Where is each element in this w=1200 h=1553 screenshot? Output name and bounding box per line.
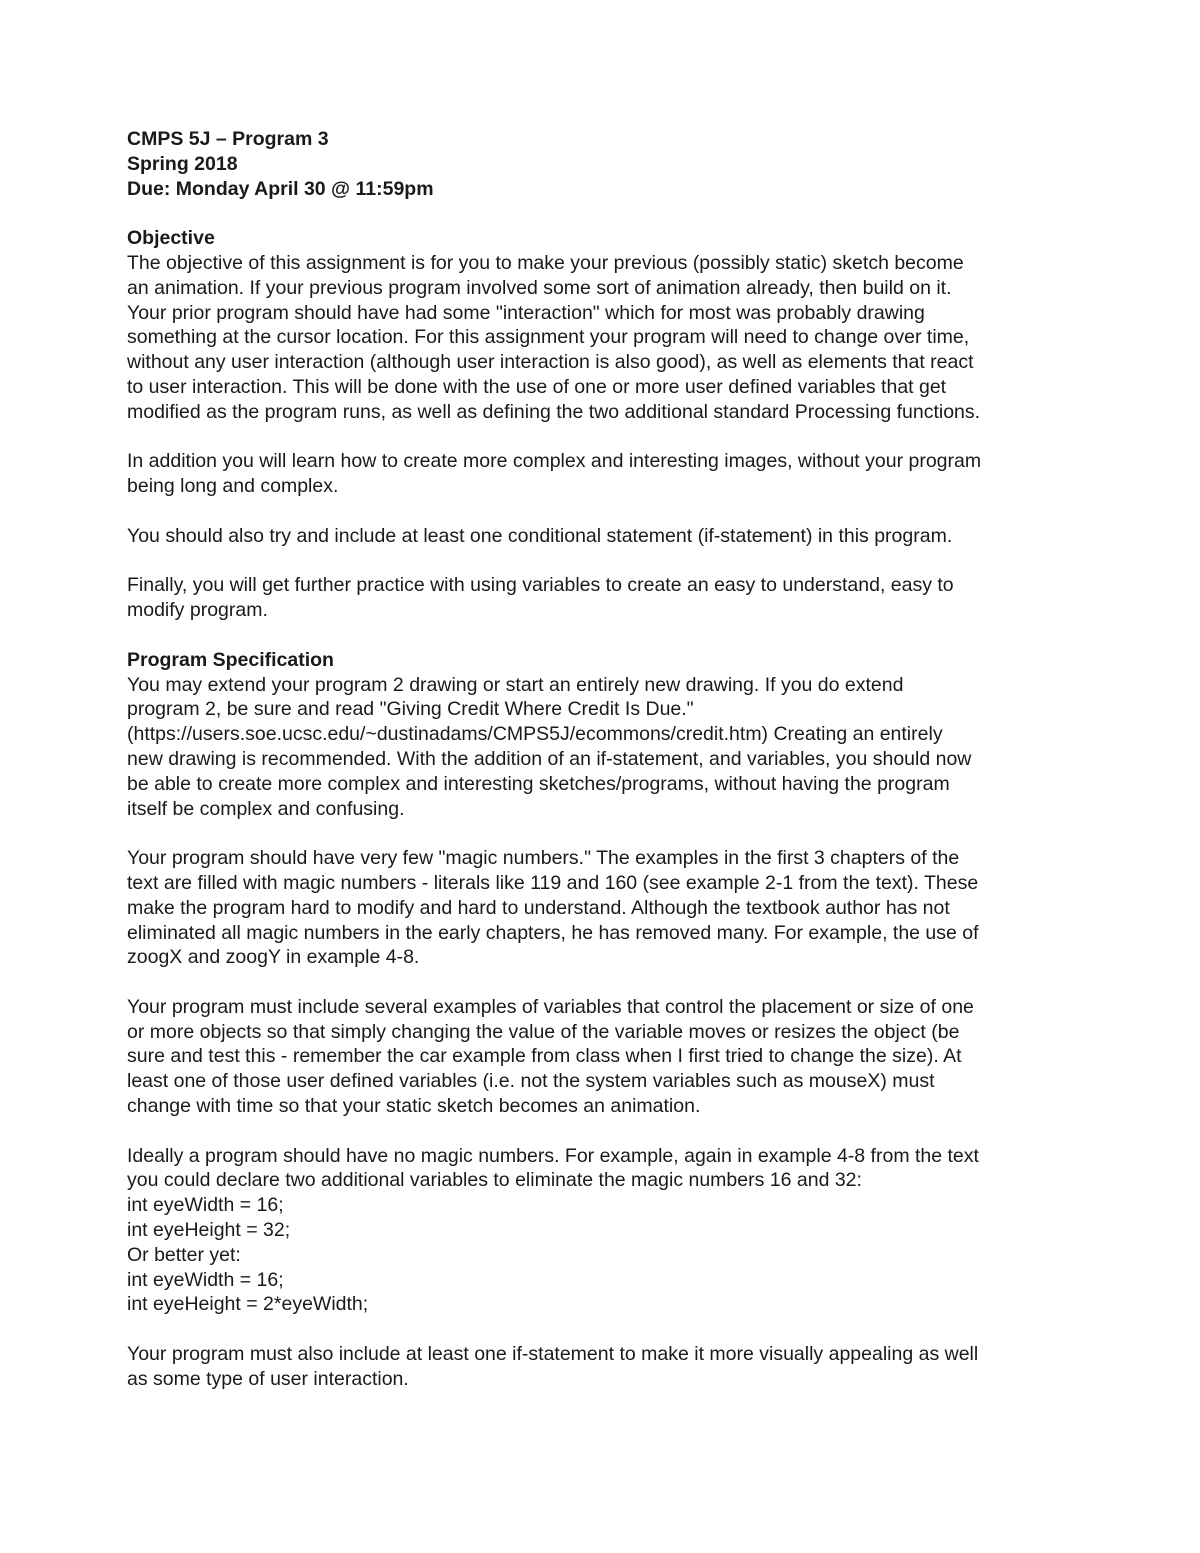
text-line: without any user interaction (although user interaction is also good), as well as elements that react: [127, 351, 974, 374]
text-line: to user interaction. This will be done with the use of one or more user defined variables that get: [127, 375, 947, 398]
text-line: text are filled with magic numbers - literals like 119 and 160 (see example 2-1 from the text). These: [127, 871, 979, 894]
spacer: [127, 499, 1087, 524]
specification-paragraph-2: [127, 846, 1087, 970]
course-title: CMPS 5J – Program 3: [127, 128, 329, 150]
text-line: modified as the program runs, as well as defining the two additional standard Processing functions.: [127, 400, 981, 423]
text-line: an animation. If your previous program involved some sort of animation already, then build on it.: [127, 276, 952, 299]
text-line: Your prior program should have had some "interaction" which for most was probably drawing: [127, 301, 925, 324]
spacer: [127, 549, 1087, 574]
text-line: itself be complex and confusing.: [127, 797, 405, 820]
text-line: Your program should have very few "magic numbers." The examples in the first 3 chapters of the: [127, 847, 960, 870]
spacer: [127, 425, 1087, 450]
text-line: as some type of user interaction.: [127, 1367, 409, 1390]
text-line: Ideally a program should have no magic numbers. For example, again in example 4-8 from the text: [127, 1144, 979, 1167]
text-line: Or better yet:: [127, 1243, 241, 1266]
text-line: Finally, you will get further practice with using variables to create an easy to understand, easy to: [127, 574, 954, 597]
code-line: int eyeWidth = 16;: [127, 1268, 284, 1291]
objective-heading: Objective: [127, 227, 215, 250]
document-body: [127, 127, 1087, 1392]
text-line: something at the cursor location. For this assignment your program will need to change over time,: [127, 326, 970, 349]
text-line: In addition you will learn how to create more complex and interesting images, without your program: [127, 450, 982, 473]
text-line: Your program must also include at least one if-statement to make it more visually appealing as well: [127, 1343, 979, 1366]
text-line: sure and test this - remember the car example from class when I first tried to change the size). At: [127, 1045, 962, 1068]
text-line: make the program hard to modify and hard to understand. Although the textbook author has not: [127, 896, 950, 919]
specification-paragraph-3: [127, 995, 1087, 1119]
text-line: modify program.: [127, 599, 268, 622]
due-date: Due: Monday April 30 @ 11:59pm: [127, 177, 434, 200]
text-line: you could declare two additional variables to eliminate the magic numbers 16 and 32:: [127, 1169, 862, 1192]
specification-paragraph-4: [127, 1144, 1087, 1318]
text-line: or more objects so that simply changing the value of the variable moves or resizes the object (be: [127, 1020, 960, 1043]
text-line: new drawing is recommended. With the addition of an if-statement, and variables, you should now: [127, 747, 972, 770]
text-line: be able to create more complex and interesting sketches/programs, without having the program: [127, 772, 950, 795]
text-line: least one of those user defined variables (i.e. not the system variables such as mouseX) must: [127, 1070, 935, 1093]
spacer: [127, 821, 1087, 846]
specification-paragraph-1: [127, 673, 1087, 822]
objective-paragraph-2: [127, 449, 1087, 499]
text-line: You should also try and include at least one conditional statement (if-statement) in this program.: [127, 524, 953, 547]
term-label: Spring 2018: [127, 152, 238, 175]
spacer: [127, 201, 1087, 226]
text-line: (https://users.soe.ucsc.edu/~dustinadams/CMPS5J/ecommons/credit.htm) Creating an entirely: [127, 723, 943, 746]
code-line: int eyeHeight = 2*eyeWidth;: [127, 1293, 369, 1316]
specification-paragraph-5: [127, 1342, 1087, 1392]
text-line: change with time so that your static sketch becomes an animation.: [127, 1095, 701, 1118]
objective-paragraph-3: [127, 524, 1087, 549]
text-line: You may extend your program 2 drawing or start an entirely new drawing. If you do extend: [127, 673, 904, 696]
text-line: program 2, be sure and read "Giving Credit Where Credit Is Due.": [127, 698, 694, 721]
text-line: eliminated all magic numbers in the early chapters, he has removed many. For example, the use of: [127, 921, 979, 944]
text-line: The objective of this assignment is for you to make your previous (possibly static) sketch become: [127, 251, 964, 274]
objective-paragraph-1: [127, 251, 1087, 425]
assignment-header: [127, 127, 1087, 201]
spacer: [127, 1119, 1087, 1144]
text-line: zoogX and zoogY in example 4-8.: [127, 946, 420, 969]
specification-heading: Program Specification: [127, 648, 334, 671]
code-line: int eyeHeight = 32;: [127, 1219, 291, 1242]
code-line: int eyeWidth = 16;: [127, 1194, 284, 1217]
spacer: [127, 970, 1087, 995]
spacer: [127, 623, 1087, 648]
objective-paragraph-4: [127, 573, 1087, 623]
spacer: [127, 1317, 1087, 1342]
text-line: Your program must include several examples of variables that control the placement or size of one: [127, 995, 974, 1018]
text-line: being long and complex.: [127, 475, 339, 498]
